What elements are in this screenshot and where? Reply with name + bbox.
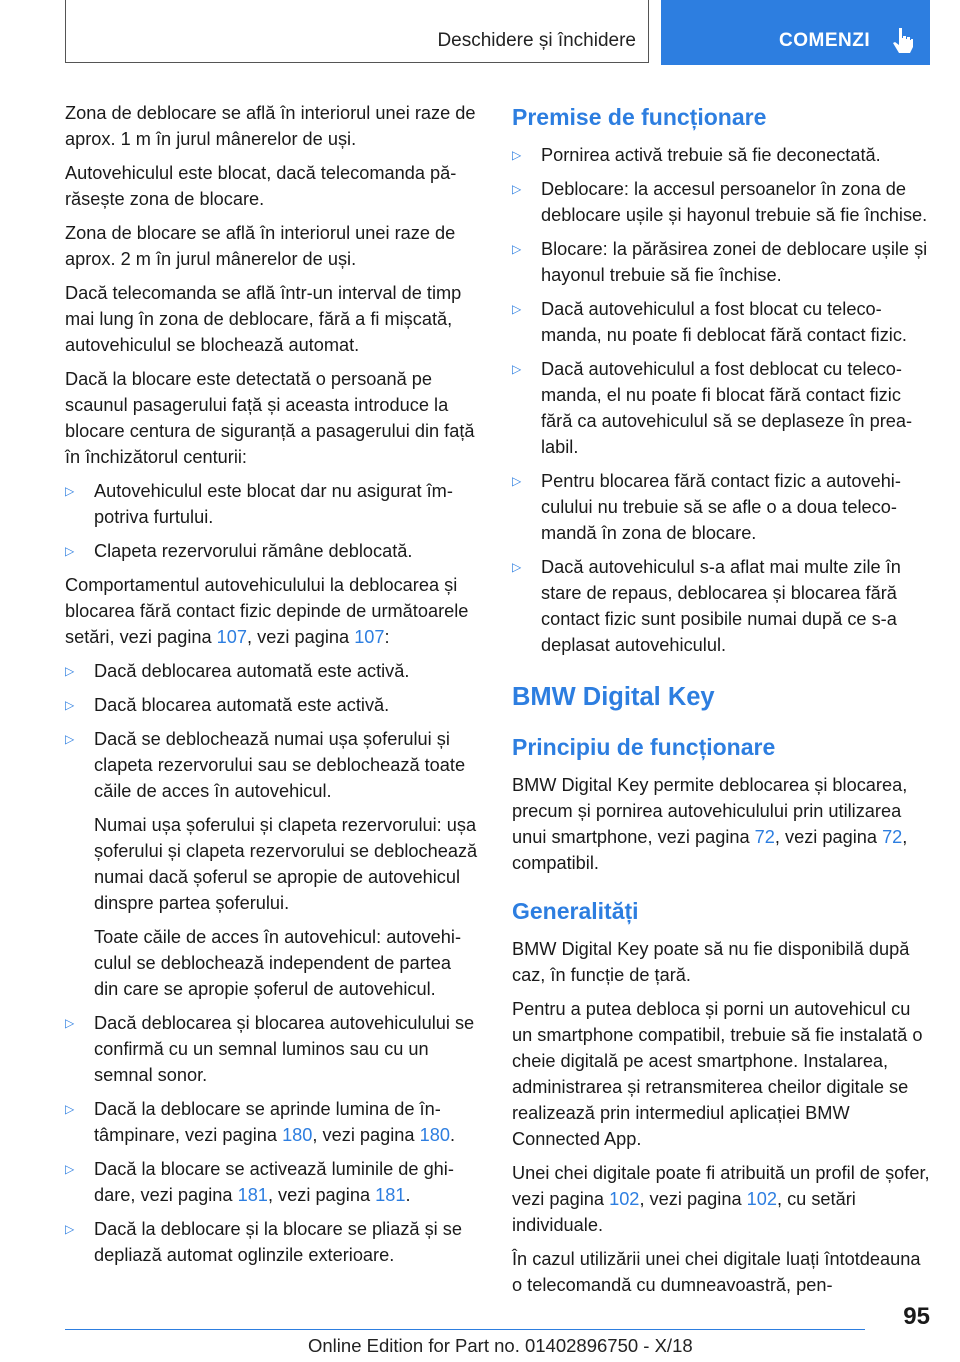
triangle-bullet-icon: ▷ xyxy=(65,544,75,558)
list-item: ▷ Dacă la deblocare se aprinde lumina de întâmpinare, vezi pagina 180, vezi pagina 180. xyxy=(65,1096,480,1148)
triangle-bullet-icon: ▷ xyxy=(65,1102,75,1116)
page-link[interactable]: 102 xyxy=(609,1189,640,1209)
page-link[interactable]: 181 xyxy=(375,1185,406,1205)
page-link[interactable]: 180 xyxy=(282,1125,313,1145)
page-number: 95 xyxy=(903,1303,930,1330)
paragraph: Pentru a putea debloca și porni un autovehicul cu un smartphone compatibil, trebuie să fie instalată o cheie digitală pe acest smartphone. Instalarea, administrarea și retransmiterea cheilor digitale se realizează prin intermediul aplicației BMW Connected App. xyxy=(512,999,923,1149)
page-link[interactable]: 107 xyxy=(216,627,248,647)
right-column xyxy=(512,100,932,1306)
edition-note: Online Edition for Part no. 01402896750 - X/18 xyxy=(308,1335,693,1356)
paragraph: Zona de deblocare se află în interiorul unei raze de aprox. 1 m în jurul mânerelor de uși. xyxy=(65,103,476,149)
list-item: ▷ Pornirea activă trebuie să fie deconectată. xyxy=(512,142,932,168)
triangle-bullet-icon: ▷ xyxy=(512,242,522,256)
list-item: ▷ Dacă autovehiculul a fost deblocat cu telecomanda, el nu poate fi blocat fără contact fizic fără ca autovehiculul să se deplaseze în prealabil. xyxy=(512,356,932,460)
list-item: ▷ Dacă deblocarea automată este activă. xyxy=(65,658,480,684)
page-link[interactable]: 72 xyxy=(882,827,903,847)
left-column xyxy=(65,100,480,1276)
list-item: ▷ Dacă la deblocare și la blocare se pliază și se depliază automat oglinzile exterioare. xyxy=(65,1216,480,1268)
triangle-bullet-icon: ▷ xyxy=(65,664,75,678)
section-heading: Principiu de funcționare xyxy=(512,734,776,760)
paragraph: Comportamentul autovehiculului la deblocarea și blocarea fără contact fizic depinde de următoarele setări, vezi pagina 107, vezi pagina 107: xyxy=(65,575,469,647)
triangle-bullet-icon: ▷ xyxy=(65,1162,75,1176)
triangle-bullet-icon: ▷ xyxy=(512,182,522,196)
triangle-bullet-icon: ▷ xyxy=(65,698,75,712)
triangle-bullet-icon: ▷ xyxy=(512,474,522,488)
page-link[interactable]: 180 xyxy=(419,1125,450,1145)
list-item: ▷ Dacă se deblochează numai ușa șoferului și clapeta rezervorului sau se deblochează toate căile de acces în autovehicul. xyxy=(65,726,480,804)
page-link[interactable]: 107 xyxy=(354,627,385,647)
list-item: ▷ Dacă autovehiculul a fost blocat cu telecomanda, nu poate fi deblocat fără contact fizic. xyxy=(512,296,932,348)
page-link[interactable]: 181 xyxy=(237,1185,268,1205)
triangle-bullet-icon: ▷ xyxy=(65,1222,75,1236)
list-item: ▷ Clapeta rezervorului rămâne deblocată. xyxy=(65,538,480,564)
paragraph: BMW Digital Key poate să nu fie disponibilă după caz, în funcție de țară. xyxy=(512,939,910,985)
chapter-tab[interactable] xyxy=(661,0,930,65)
triangle-bullet-icon: ▷ xyxy=(512,302,522,316)
list-item: ▷ Dacă la blocare se activează luminile de ghidare, vezi pagina 181, vezi pagina 181. xyxy=(65,1156,480,1208)
section-heading: Premise de funcționare xyxy=(512,104,767,130)
paragraph: Unei chei digitale poate fi atribuită un profil de șofer, vezi pagina 102, vezi pagina 102, cu setări individuale. xyxy=(512,1163,930,1235)
section-heading: Generalități xyxy=(512,898,639,924)
list-item: ▷ Dacă blocarea automată este activă. xyxy=(65,692,480,718)
triangle-bullet-icon: ▷ xyxy=(512,560,522,574)
list-item: ▷ Pentru blocarea fără contact fizic a autovehiculului nu trebuie să se afle o a doua telecomandă în zona de blocare. xyxy=(512,468,932,546)
paragraph: Autovehiculul este blocat, dacă telecomanda părăsește zona de blocare. xyxy=(65,163,457,209)
sub-paragraph: Numai ușa șoferului și clapeta rezervorului: ușa șoferului și clapeta rezervorului se deblochează numai dacă șoferul se apropie de autovehicul dinspre partea șoferului. xyxy=(94,815,478,913)
paragraph: Dacă la blocare este detectată o persoană pe scaunul pasagerului față și aceasta introduce la blocare centura de siguranță a pasagerului din față în închizătorul centurii: xyxy=(65,369,475,467)
list-item: ▷ Dacă autovehiculul s-a aflat mai multe zile în stare de repaus, deblocarea și blocarea fără contact fizic sunt posibile numai după ce s-a deplasat autovehiculul. xyxy=(512,554,932,658)
sub-paragraph: Toate căile de acces în autovehicul: autovehiculul se deblochează independent de partea din care se apropie șoferul de autovehicul. xyxy=(94,927,462,999)
section-title: Deschidere și închidere xyxy=(437,30,636,51)
list-item: ▷ Autovehiculul este blocat dar nu asigurat împotriva furtului. xyxy=(65,478,480,530)
triangle-bullet-icon: ▷ xyxy=(65,732,75,746)
paragraph: În cazul utilizării unei chei digitale luați întotdeauna o telecomandă cu dumneavoastră, pen- xyxy=(512,1249,921,1295)
paragraph: Zona de blocare se află în interiorul unei raze de aprox. 2 m în jurul mânerelor de uși. xyxy=(65,223,456,269)
triangle-bullet-icon: ▷ xyxy=(512,148,522,162)
paragraph: Dacă telecomanda se află într-un interval de timp mai lung în zona de deblocare, fără a fi mișcată, autovehiculul se blochează automat. xyxy=(65,283,462,355)
page-link[interactable]: 102 xyxy=(746,1189,777,1209)
list-item: ▷ Blocare: la părăsirea zonei de deblocare ușile și hayonul trebuie să fie închise. xyxy=(512,236,932,288)
list-item: ▷ Deblocare: la accesul persoanelor în zona de deblocare ușile și hayonul trebuie să fie închise. xyxy=(512,176,932,228)
chapter-heading: BMW Digital Key xyxy=(512,683,715,711)
triangle-bullet-icon: ▷ xyxy=(65,484,75,498)
pointing-hand-icon xyxy=(892,27,914,53)
triangle-bullet-icon: ▷ xyxy=(65,1016,75,1030)
triangle-bullet-icon: ▷ xyxy=(512,362,522,376)
list-item: ▷ Dacă deblocarea și blocarea autovehiculului se confirmă cu un semnal luminos sau cu un semnal sonor. xyxy=(65,1010,480,1088)
chapter-tab-label: COMENZI xyxy=(779,30,871,51)
page-header xyxy=(65,0,930,65)
section-title-box xyxy=(65,0,649,63)
footer-divider xyxy=(65,1329,865,1330)
page-link[interactable]: 72 xyxy=(754,827,775,847)
paragraph: BMW Digital Key permite deblocarea și blocarea, precum și pornirea autovehiculului prin utilizarea unui smartphone, vezi pagina 72, vezi pagina 72, compatibil. xyxy=(512,775,908,873)
